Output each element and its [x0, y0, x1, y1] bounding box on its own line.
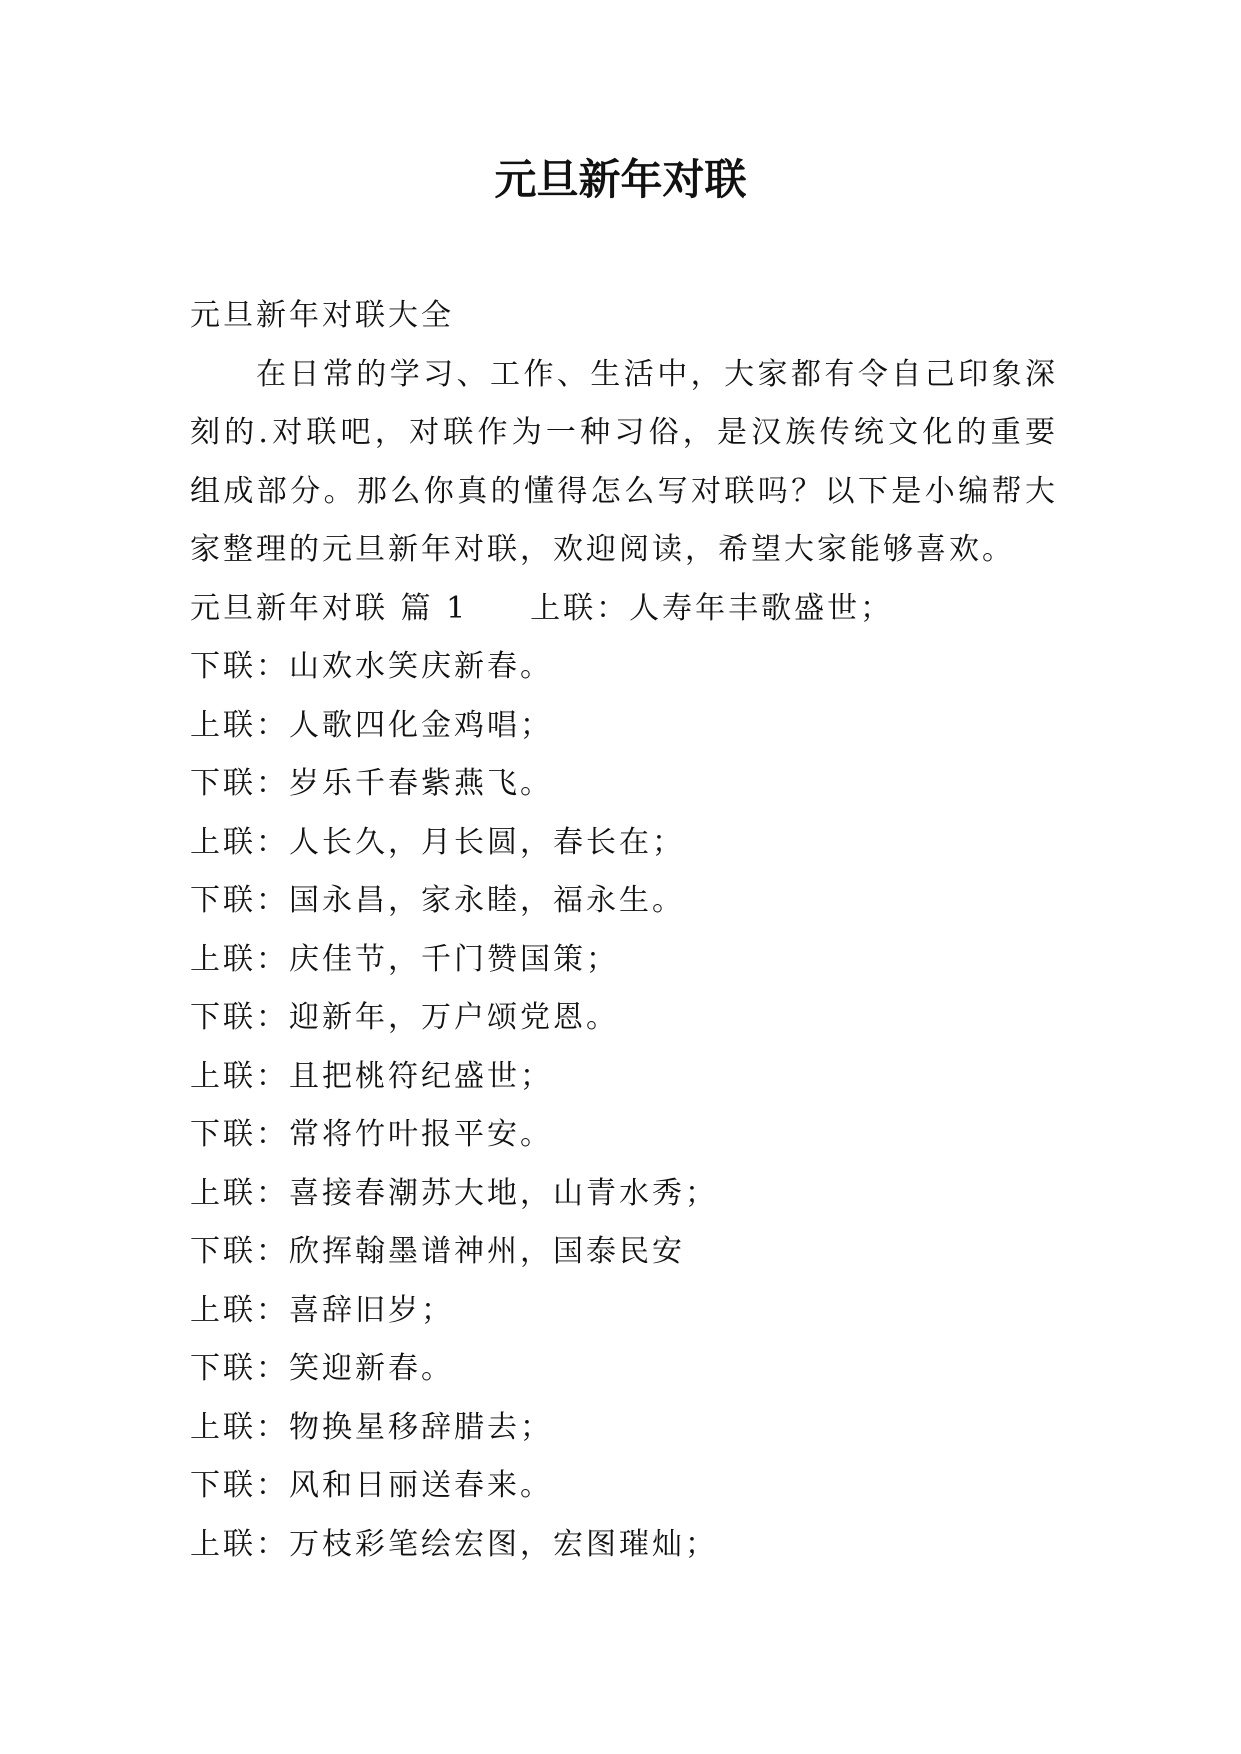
couplet-line: 下联：迎新年，万户颂党恩。: [190, 1000, 619, 1035]
document-body: [190, 287, 1058, 1574]
couplet-line: 下联：常将竹叶报平安。: [190, 1117, 553, 1152]
couplet-line: 上联：人长久，月长圆，春长在；: [190, 824, 685, 860]
couplet-line: 上联：物换星移辞腊去；: [190, 1409, 553, 1445]
couplet-line: 上联：人寿年丰歌盛世；: [530, 590, 894, 626]
intro-paragraph: 在日常的学习、工作、生活中，大家都有令自己印象深刻的.对联吧，对联作为一种习俗，是汉族传统文化的重要组成部分。那么你真的懂得怎么写对联吗？以下是小编帮大家整理的元旦新年对联，欢迎阅读，希望大家能够喜欢。: [190, 356, 1058, 567]
couplet-line: 上联：喜接春潮苏大地，山青水秀；: [190, 1175, 718, 1211]
couplet-line: 上联：庆佳节，千门赞国策；: [190, 941, 619, 977]
document-title: 元旦新年对联: [494, 155, 747, 204]
section-label: 元旦新年对联 篇 1: [190, 590, 469, 626]
couplet-line: 下联：欣挥翰墨谱神州，国泰民安: [190, 1234, 685, 1269]
couplet-line: 下联：国永昌，家永睦，福永生。: [190, 883, 685, 918]
couplet-line: 下联：笑迎新春。: [190, 1351, 454, 1386]
couplet-line: 上联：人歌四化金鸡唱；: [190, 707, 553, 743]
couplet-line: 上联：喜辞旧岁；: [190, 1292, 454, 1328]
couplet-line: 下联：岁乐千春紫燕飞。: [190, 766, 553, 801]
couplet-line: 上联：且把桃符纪盛世；: [190, 1058, 553, 1094]
couplet-line: 下联：风和日丽送春来。: [190, 1468, 553, 1503]
section-first-line: [190, 580, 1058, 639]
document-heading: 元旦新年对联大全: [190, 298, 454, 333]
couplet-line: 上联：万枝彩笔绘宏图，宏图璀灿；: [190, 1526, 718, 1562]
couplet-line: 下联：山欢水笑庆新春。: [190, 649, 553, 684]
